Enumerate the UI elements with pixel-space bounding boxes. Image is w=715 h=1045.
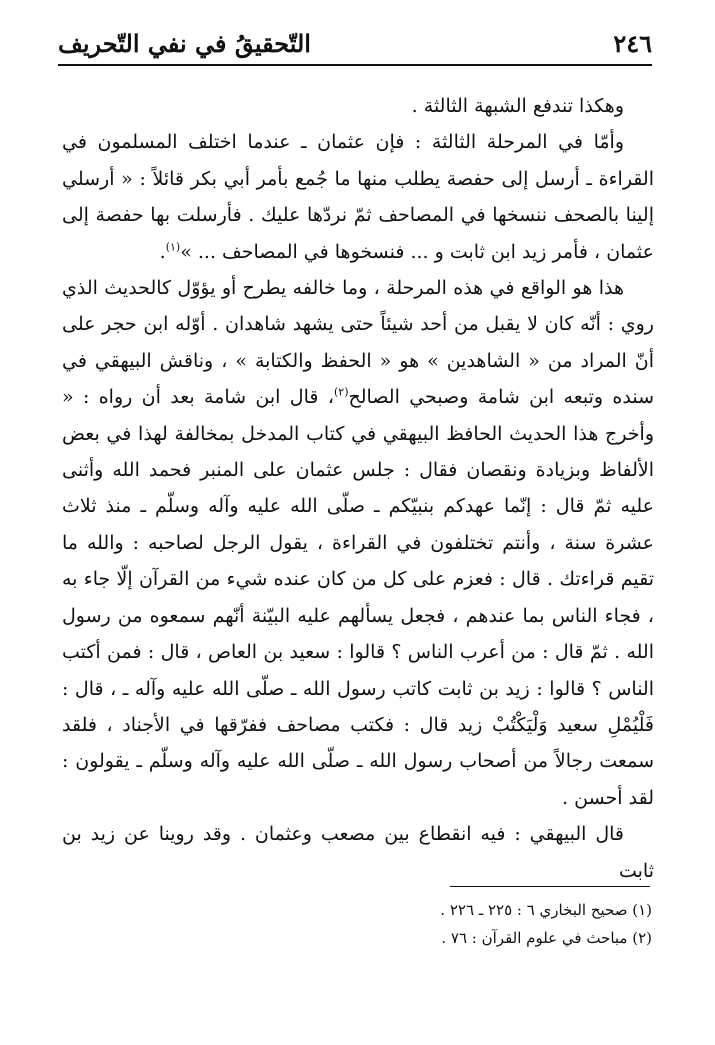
footnote-item: (٢) مباحث في علوم القرآن : ٧٦ . bbox=[441, 929, 652, 947]
footnote-item: (١) صحيح البخاري ٦ : ٢٢٥ ـ ٢٢٦ . bbox=[440, 901, 652, 919]
main-text bbox=[62, 88, 654, 889]
paragraph: وهكذا تندفع الشبهة الثالثة . bbox=[411, 95, 624, 117]
footnotes bbox=[70, 896, 652, 952]
footnote-divider bbox=[450, 886, 650, 887]
page-header bbox=[58, 24, 652, 66]
paragraph: قال البيهقي : فيه انقطاع بين مصعب وعثمان . وقد روينا عن زيد بن ثابت bbox=[62, 823, 654, 882]
paragraph: هذا هو الواقع في هذه المرحلة ، وما خالفه يطرح أو يؤوّل كالحديث الذي روي : أنّه كان لا يقبل من أحد شيئاً حتى يشهد شاهدان . أوّله ابن حجر على أنّ المراد من « الشاهدين » هو « الحفظ والكتابة » ، وناقش البيهقي في سنده وتبعه ابن شامة وصبحي الصالح$^{(٢)}$، قال ابن شامة بعد أن رواه : « وأخرج هذا الحديث الحافظ البيهقي في كتاب المدخل بمخالفة لهذا في بعض الألفاظ وبزيادة ونقصان فقال : جلس عثمان على المنبر فحمد الله وأثنى عليه ثمّ قال : إنّما عهدكم بنبيّكم ـ صلّى الله عليه وآله وسلّم ـ منذ ثلاث عشرة سنة ، وأنتم تختلفون في القراءة ، يقول الرجل لصاحبه : والله ما تقيم قراءتك . قال : فعزم على كل من كان عنده شيء من القرآن إلّا جاء به ، فجاء الناس بما عندهم ، فجعل يسألهم عليه البيّنة أنّهم سمعوه من رسول الله . ثمّ قال : من أعرب الناس ؟ قالوا : سعيد بن العاص ، قال : فمن أكتب الناس ؟ قالوا : زيد بن ثابت كاتب رسول الله ـ صلّى الله عليه وآله ـ ، قال : فَلْيُمْلِ سعيد وَلْيَكْتُبْ زيد قال : فكتب مصاحف ففرّقها في الأجناد ، فلقد سمعت رجالاً من أصحاب رسول الله ـ صلّى الله عليه وآله وسلّم ـ يقولون : لقد أحسن . bbox=[62, 277, 654, 809]
running-title: التّحقيقُ في نفي التّحريف bbox=[58, 29, 311, 58]
page-number: ٢٤٦ bbox=[613, 29, 652, 58]
footnote-ref[interactable]: (٢) bbox=[333, 385, 349, 399]
paragraph: وأمّا في المرحلة الثالثة : فإن عثمان ـ عندما اختلف المسلمون في القراءة ـ أرسل إلى حفصة يطلب منها ما جُمع بأمر أبي بكر قائلاً : « أرسلي إلينا بالصحف ننسخها في المصاحف ثمّ نردّها عليك . فأرسلت بها حفصة إلى عثمان ، فأمر زيد ابن ثابت و ... فنسخوها في المصاحف ... »$^{(١)}$. bbox=[62, 131, 654, 263]
footnote-ref[interactable]: (١) bbox=[165, 240, 181, 254]
